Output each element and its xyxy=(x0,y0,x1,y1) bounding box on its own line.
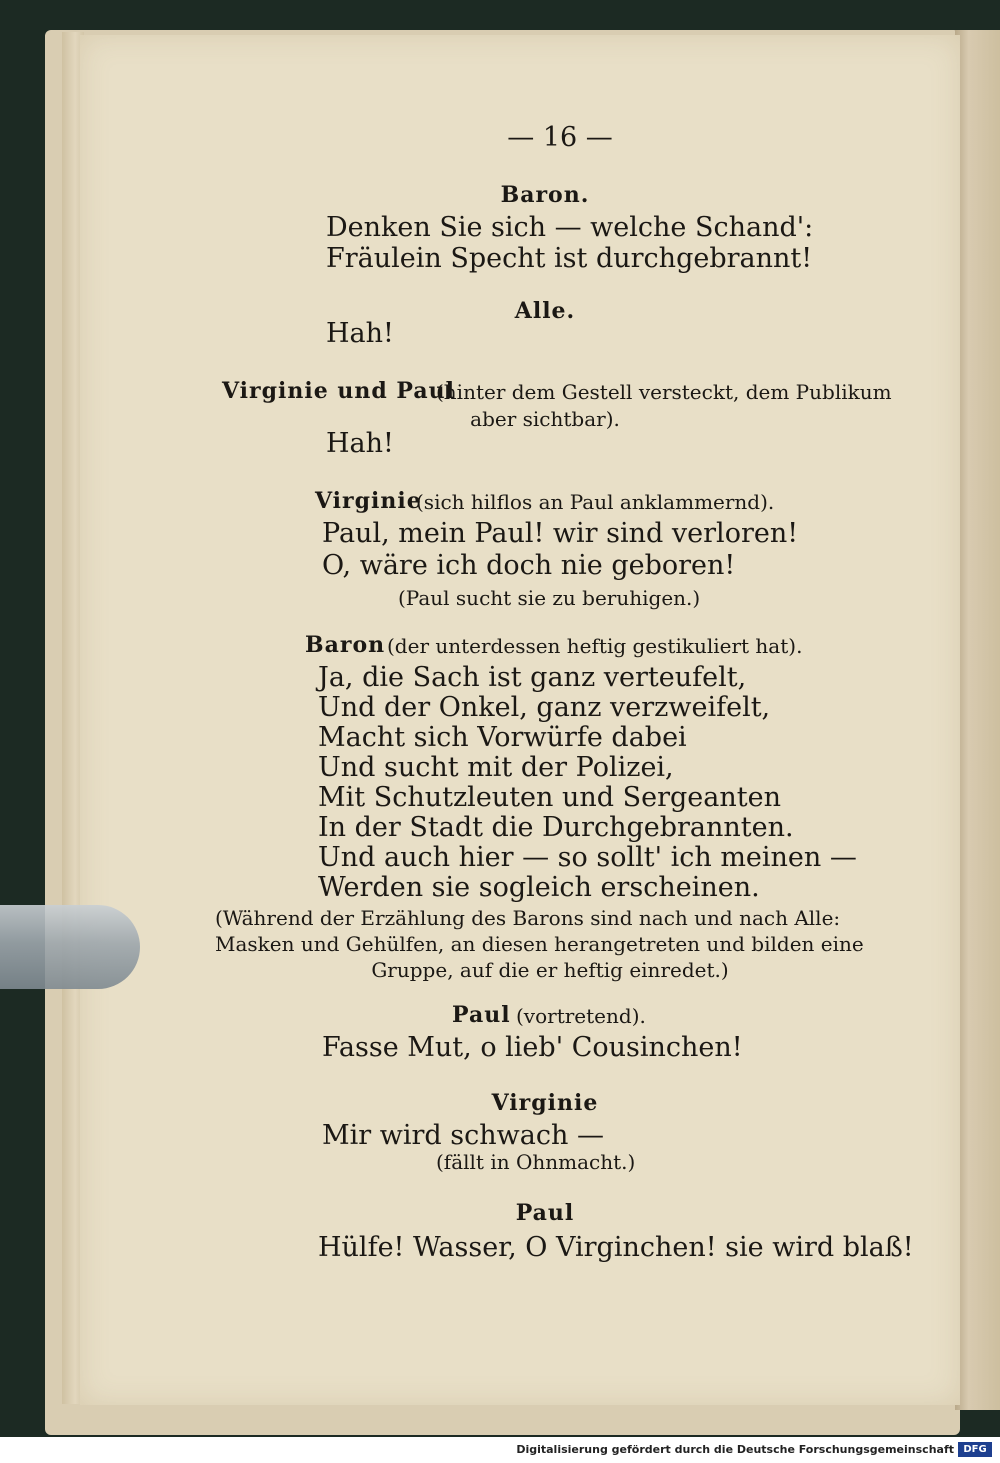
verse-line: Und auch hier — so sollt' ich meinen — xyxy=(318,842,857,873)
verse-line: Und der Onkel, ganz verzweifelt, xyxy=(318,692,771,723)
verse-line: In der Stadt die Durchgebrannten. xyxy=(318,812,794,843)
stage-direction: Gruppe, auf die er heftig einredet.) xyxy=(371,958,729,982)
verse-line: Macht sich Vorwürfe dabei xyxy=(318,722,687,753)
speaker-baron: Baron. xyxy=(500,182,590,208)
footer-credit: Digitalisierung gefördert durch die Deutsche Forschungsgemeinschaft xyxy=(516,1443,954,1456)
verse-line: Denken Sie sich — welche Schand': xyxy=(326,212,814,243)
facing-page-edge xyxy=(955,30,1000,1410)
verse-line: Paul, mein Paul! wir sind verloren! xyxy=(322,518,799,549)
stage-direction: Masken und Gehülfen, an diesen herangetreten und bilden eine xyxy=(215,932,864,956)
verse-line: Hülfe! Wasser, O Virginchen! sie wird blaß! xyxy=(318,1232,914,1263)
speaker-baron: Baron xyxy=(305,632,386,658)
verse-line: O, wäre ich doch nie geboren! xyxy=(322,550,736,581)
verse-line: Fasse Mut, o lieb' Cousinchen! xyxy=(322,1032,743,1063)
stage-direction: (vortretend). xyxy=(516,1004,646,1028)
verse-line: Werden sie sogleich erscheinen. xyxy=(318,872,760,903)
verse-line: Mit Schutzleuten und Sergeanten xyxy=(318,782,781,813)
verse-line: Und sucht mit der Polizei, xyxy=(318,752,674,783)
stage-direction: (Paul sucht sie zu beruhigen.) xyxy=(398,586,701,610)
stage-direction: (fällt in Ohnmacht.) xyxy=(436,1150,636,1174)
stage-direction: (der unterdessen heftig gestikuliert hat). xyxy=(387,634,803,658)
verse-line: Ja, die Sach ist ganz verteufelt, xyxy=(318,662,747,693)
footer-bar xyxy=(0,1437,1000,1463)
verse-line: Mir wird schwach — xyxy=(322,1120,604,1151)
speaker-virginie-paul: Virginie und Paul xyxy=(222,378,455,404)
verse-line: Fräulein Specht ist durchgebrannt! xyxy=(326,243,813,274)
speaker-alle: Alle. xyxy=(514,298,576,324)
stage-direction: aber sichtbar). xyxy=(470,407,620,431)
speaker-virginie: Virginie xyxy=(315,488,422,514)
speaker-paul: Paul xyxy=(452,1002,511,1028)
dfg-logo: DFG xyxy=(958,1442,992,1457)
page-number: — 16 — xyxy=(507,122,613,153)
speaker-paul: Paul xyxy=(515,1200,575,1226)
verse-line: Hah! xyxy=(326,428,394,459)
page-holder-clip xyxy=(0,905,140,989)
speaker-virginie: Virginie xyxy=(491,1090,599,1116)
stage-direction: (Während der Erzählung des Barons sind nach und nach Alle: xyxy=(215,906,841,930)
verse-line: Hah! xyxy=(326,318,394,349)
stage-direction: (hinter dem Gestell versteckt, dem Publikum xyxy=(436,380,892,404)
stage-direction: (sich hilflos an Paul anklammernd). xyxy=(416,490,775,514)
